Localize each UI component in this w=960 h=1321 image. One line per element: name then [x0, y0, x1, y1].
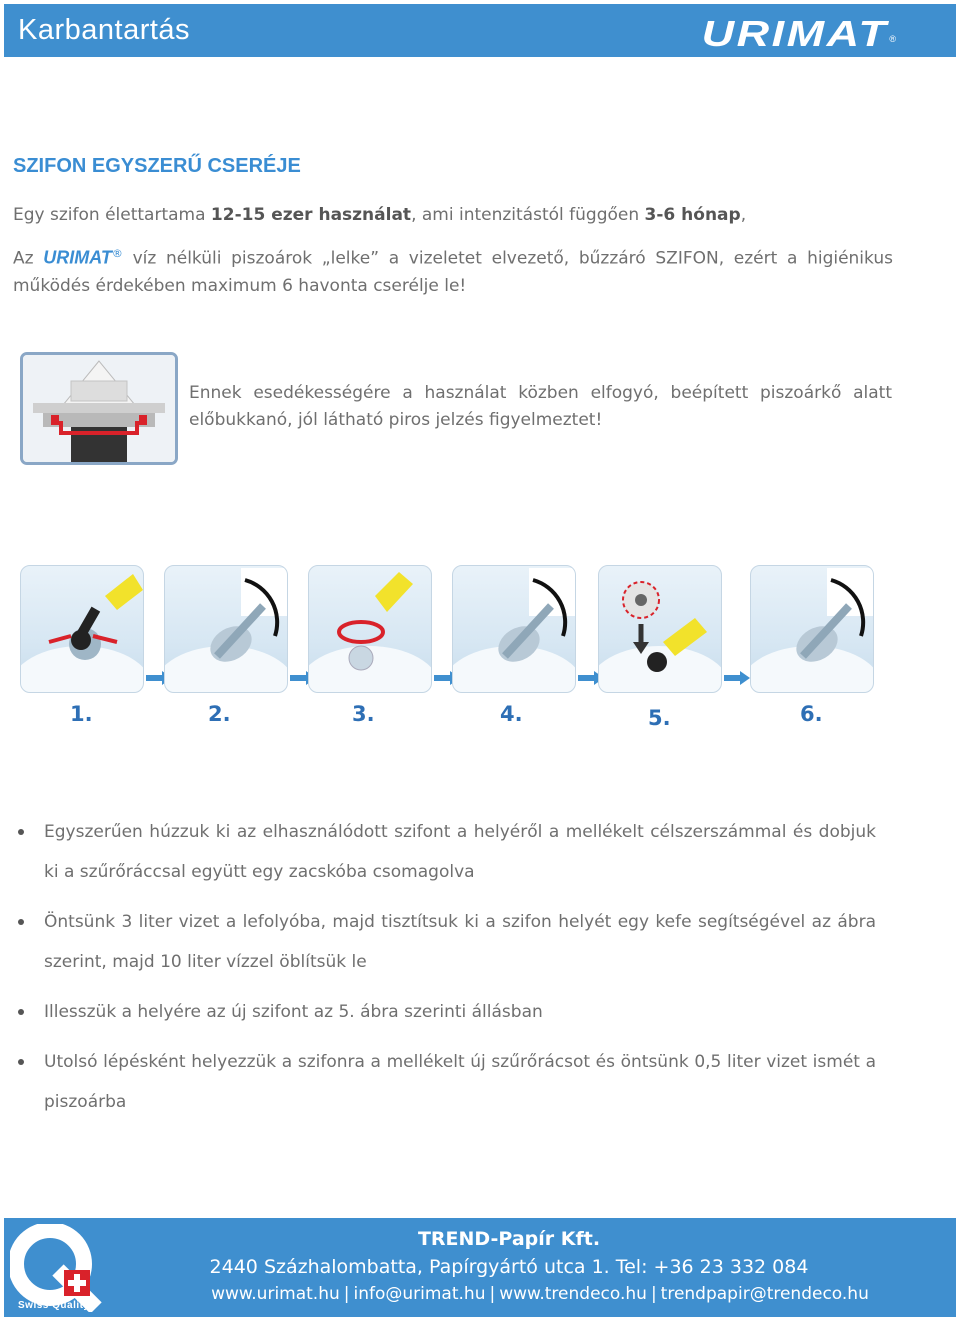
step-2-image	[164, 565, 288, 693]
indicator-paragraph: Ennek esedékességére a használat közben elfogyó, beépített piszoárkő alatt előbukkanó, jól látható piros jelzés figyelmeztet!	[189, 383, 892, 430]
swiss-quality-label: Swiss Quality	[18, 1300, 90, 1311]
step-number: 5.	[648, 706, 671, 730]
link-trendeco[interactable]: www.trendeco.hu	[499, 1284, 647, 1304]
step-number: 2.	[208, 702, 231, 726]
separator: |	[343, 1284, 350, 1304]
step-4-illustration	[453, 566, 576, 693]
separator: |	[650, 1284, 657, 1304]
lifespan-paragraph	[13, 202, 893, 229]
text-fragment: víz nélküli piszoárok „lelke” a vizeletet elvezető, bűzzáró SZIFON, ezért a higiénikus működés érdekében maximum 6 havonta cserélje le!	[13, 248, 893, 296]
instruction-list	[16, 812, 876, 1132]
step-number: 1.	[70, 702, 93, 726]
link-email-urimat[interactable]: info@urimat.hu	[353, 1284, 486, 1304]
step-3-illustration	[309, 566, 432, 693]
urimat-logo: URIMAT	[701, 13, 888, 54]
text-fragment: ,	[740, 205, 747, 225]
step-number: 3.	[352, 702, 375, 726]
text-fragment: Egy szifon élettartama	[13, 205, 211, 225]
list-item: Egyszerűen húzzuk ki az elhasználódott szifont a helyéről a mellékelt célszerszámmal és dobjuk ki a szűrőráccsal együtt egy zacskóba csomagolva	[16, 812, 876, 892]
siphon-cross-section-illustration	[23, 355, 175, 462]
step-2-illustration	[165, 566, 288, 693]
month-range: 3-6 hónap	[644, 205, 741, 225]
list-item: Utolsó lépésként helyezzük a szifonra a mellékelt új szűrőrácsot és öntsünk 0,5 liter vizet ismét a piszoárba	[16, 1042, 876, 1122]
text-fragment: Az	[13, 248, 44, 269]
step-6-image	[750, 565, 874, 693]
text-fragment: , ami intenzitástól függően	[411, 205, 645, 225]
siphon-indicator-image	[20, 352, 178, 465]
list-item: Öntsünk 3 liter vizet a lefolyóba, majd tisztítsuk ki a szifon helyét egy kefe segítségével az ábra szerint, majd 10 liter vízzel öblítsük le	[16, 902, 876, 982]
link-urimat[interactable]: www.urimat.hu	[211, 1284, 340, 1304]
registered-mark: ®	[111, 247, 123, 260]
company-address: 2440 Százhalombatta, Papírgyártó utca 1. Tel: +36 23 332 084	[209, 1256, 809, 1278]
header-title: Karbantartás	[18, 14, 191, 46]
separator: |	[489, 1284, 496, 1304]
step-4-image	[452, 565, 576, 693]
registered-mark: ®	[889, 34, 896, 44]
page-header	[4, 4, 956, 57]
company-name: TREND-Papír Kft.	[417, 1228, 601, 1250]
step-1-image	[20, 565, 144, 693]
step-3-image	[308, 565, 432, 693]
page-footer	[4, 1218, 956, 1317]
urimat-inline-brand: URIMAT	[43, 247, 112, 268]
step-1-illustration	[21, 566, 144, 693]
step-number: 6.	[800, 702, 823, 726]
list-item: Illesszük a helyére az új szifont az 5. ábra szerinti állásban	[16, 992, 876, 1032]
link-email-trendeco[interactable]: trendpapir@trendeco.hu	[660, 1284, 869, 1304]
step-6-illustration	[751, 566, 874, 693]
step-5-image	[598, 565, 722, 693]
step-number: 4.	[500, 702, 523, 726]
replacement-paragraph	[13, 240, 893, 300]
section-title: SZIFON EGYSZERŰ CSERÉJE	[13, 155, 301, 177]
footer-links	[140, 1284, 940, 1304]
steps-row	[0, 560, 960, 735]
usage-count: 12-15 ezer használat	[210, 205, 412, 225]
arrow-right-icon	[724, 671, 750, 685]
step-5-illustration	[599, 566, 722, 693]
